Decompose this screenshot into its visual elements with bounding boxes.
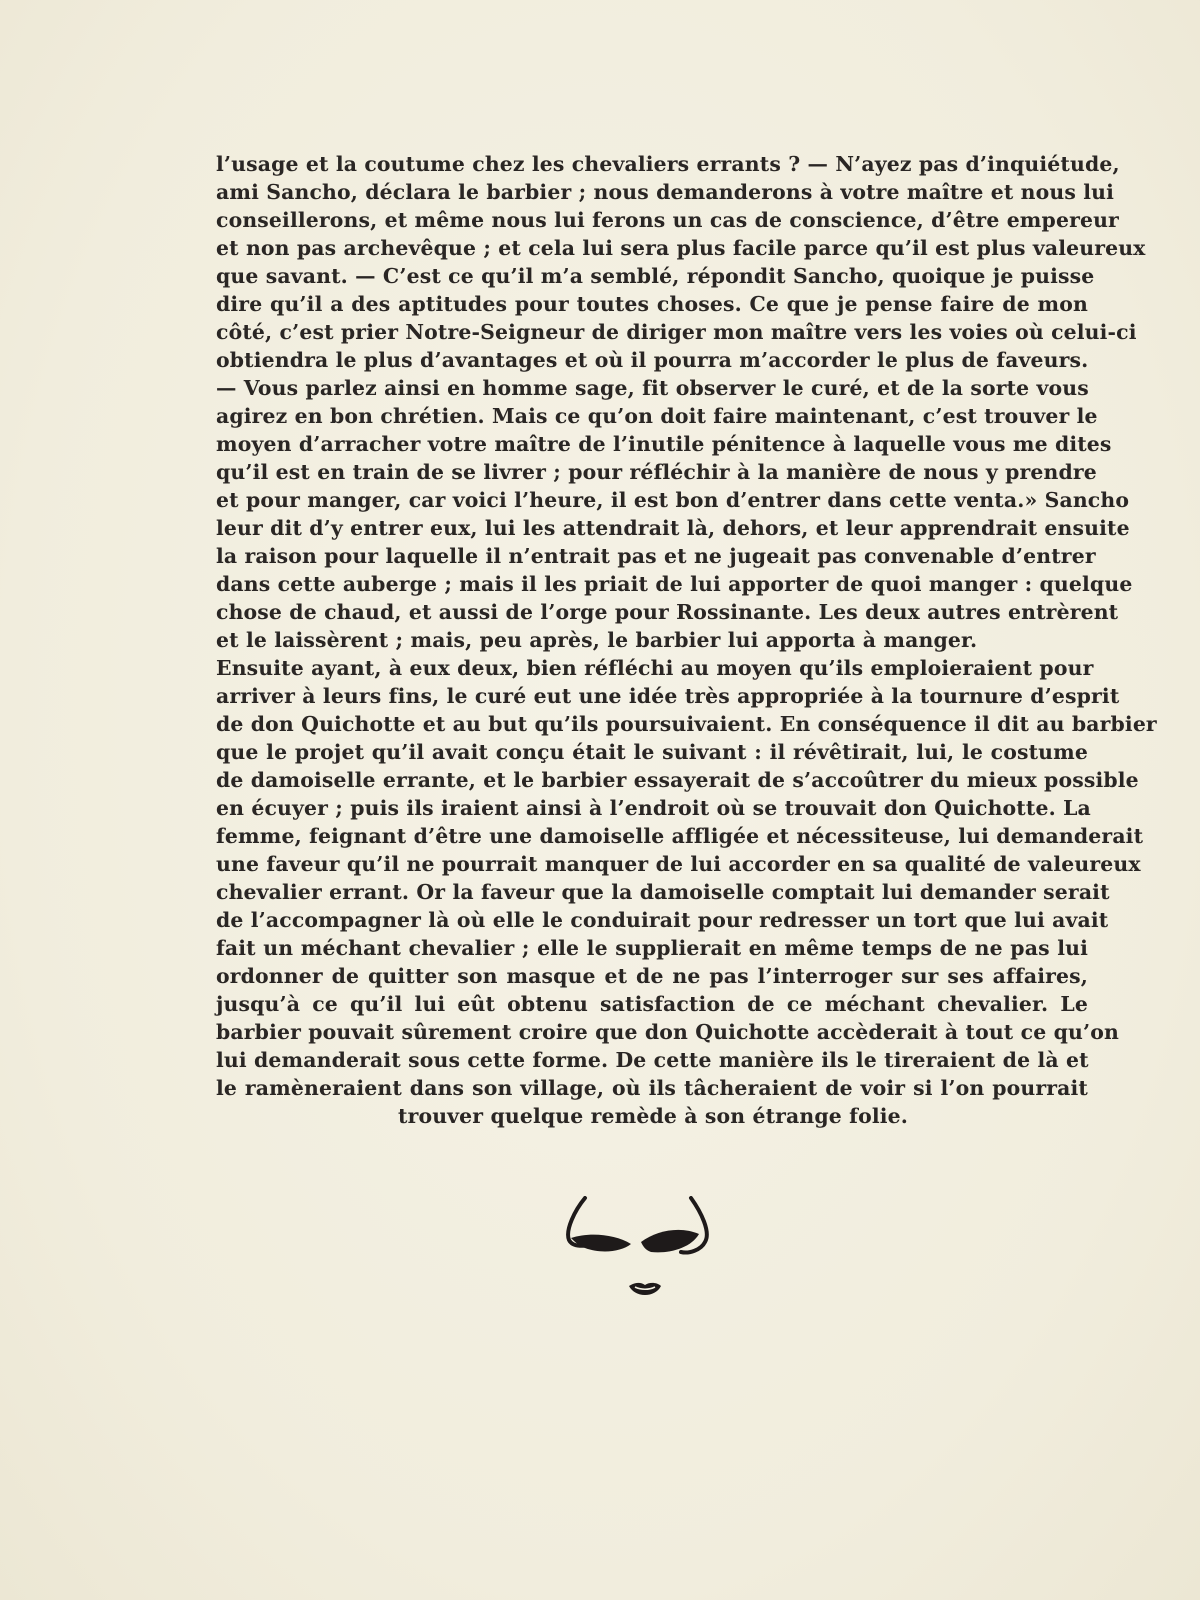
text-line: que le projet qu’il avait conçu était le suivant : il révêtirait, lui, le costume	[216, 740, 1088, 764]
left-eye-shape	[571, 1235, 631, 1252]
text-line: arriver à leurs fins, le curé eut une idée très appropriée à la tournure d’esprit	[216, 684, 1120, 708]
text-line: et pour manger, car voici l’heure, il est bon d’entrer dans cette venta.» Sancho	[216, 488, 1130, 512]
text-line: femme, feignant d’être une damoiselle affligée et nécessiteuse, lui demanderait	[216, 824, 1144, 848]
text-line: une faveur qu’il ne pourrait manquer de lui accorder en sa qualité de valeureux	[216, 852, 1141, 876]
text-line: leur dit d’y entrer eux, lui les attendrait là, dehors, et leur apprendrait ensuite	[216, 516, 1130, 540]
text-line: et le laissèrent ; mais, peu après, le barbier lui apporta à manger.	[216, 628, 978, 652]
text-line: obtiendra le plus d’avantages et où il pourra m’accorder le plus de faveurs.	[216, 348, 1089, 372]
text-line: et non pas archevêque ; et cela lui sera plus facile parce qu’il est plus valeureux	[216, 236, 1146, 260]
text-line: moyen d’arracher votre maître de l’inutile pénitence à laquelle vous me dites	[216, 432, 1112, 456]
text-line: ordonner de quitter son masque et de ne pas l’interroger sur ses affaires,	[216, 964, 1088, 988]
text-line: conseillerons, et même nous lui ferons un cas de conscience, d’être empereur	[216, 208, 1119, 232]
text-line: ami Sancho, déclara le barbier ; nous demanderons à votre maître et nous lui	[216, 180, 1115, 204]
body-text	[216, 150, 1157, 1130]
text-line: l’usage et la coutume chez les chevaliers errants ? — N’ayez pas d’inquiétude,	[216, 152, 1120, 176]
text-line: dire qu’il a des aptitudes pour toutes choses. Ce que je pense faire de mon	[216, 292, 1088, 316]
text-line: de l’accompagner là où elle le conduirait pour redresser un tort que lui avait	[216, 908, 1109, 932]
text-line: que savant. — C’est ce qu’il m’a semblé, répondit Sancho, quoique je puisse	[216, 264, 1095, 288]
text-line: qu’il est en train de se livrer ; pour réfléchir à la manière de nous y prendre	[216, 460, 1097, 484]
text-line: en écuyer ; puis ils iraient ainsi à l’endroit où se trouvait don Quichotte. La	[216, 796, 1091, 820]
text-line: le ramèneraient dans son village, où ils tâcheraient de voir si l’on pourrait	[216, 1076, 1088, 1100]
text-line: de damoiselle errante, et le barbier essayerait de s’accoûtrer du mieux possible	[216, 768, 1139, 792]
text-line: jusqu’à ce qu’il lui eût obtenu satisfaction de ce méchant chevalier. Le	[216, 992, 1088, 1016]
text-line: agirez en bon chrétien. Mais ce qu’on doit faire maintenant, c’est trouver le	[216, 404, 1098, 428]
text-line: dans cette auberge ; mais il les priait de lui apporter de quoi manger : quelque	[216, 572, 1133, 596]
text-line: la raison pour laquelle il n’entrait pas et ne jugeait pas convenable d’entrer	[216, 544, 1096, 568]
text-line: Ensuite ayant, à eux deux, bien réfléchi au moyen qu’ils emploieraient pour	[216, 656, 1094, 680]
text-line: — Vous parlez ainsi en homme sage, fit observer le curé, et de la sorte vous	[216, 376, 1089, 400]
text-line-final: trouver quelque remède à son étrange folie.	[398, 1104, 909, 1128]
text-line: chevalier errant. Or la faveur que la damoiselle comptait lui demander serait	[216, 880, 1110, 904]
text-line: lui demanderait sous cette forme. De cette manière ils le tireraient de là et	[216, 1048, 1089, 1072]
right-eye-shape	[641, 1230, 699, 1253]
text-line: barbier pouvait sûrement croire que don Quichotte accèderait à tout ce qu’on	[216, 1020, 1119, 1044]
text-line: de don Quichotte et au but qu’ils poursuivaient. En conséquence il dit au barbier	[216, 712, 1157, 736]
text-line: côté, c’est prier Notre-Seigneur de diriger mon maître vers les voies où celui-ci	[216, 320, 1137, 344]
text-line: fait un méchant chevalier ; elle le supplierait en même temps de ne pas lui	[216, 936, 1088, 960]
masked-face-ornament-icon	[565, 1196, 725, 1326]
text-line: chose de chaud, et aussi de l’orge pour Rossinante. Les deux autres entrèrent	[216, 600, 1119, 624]
